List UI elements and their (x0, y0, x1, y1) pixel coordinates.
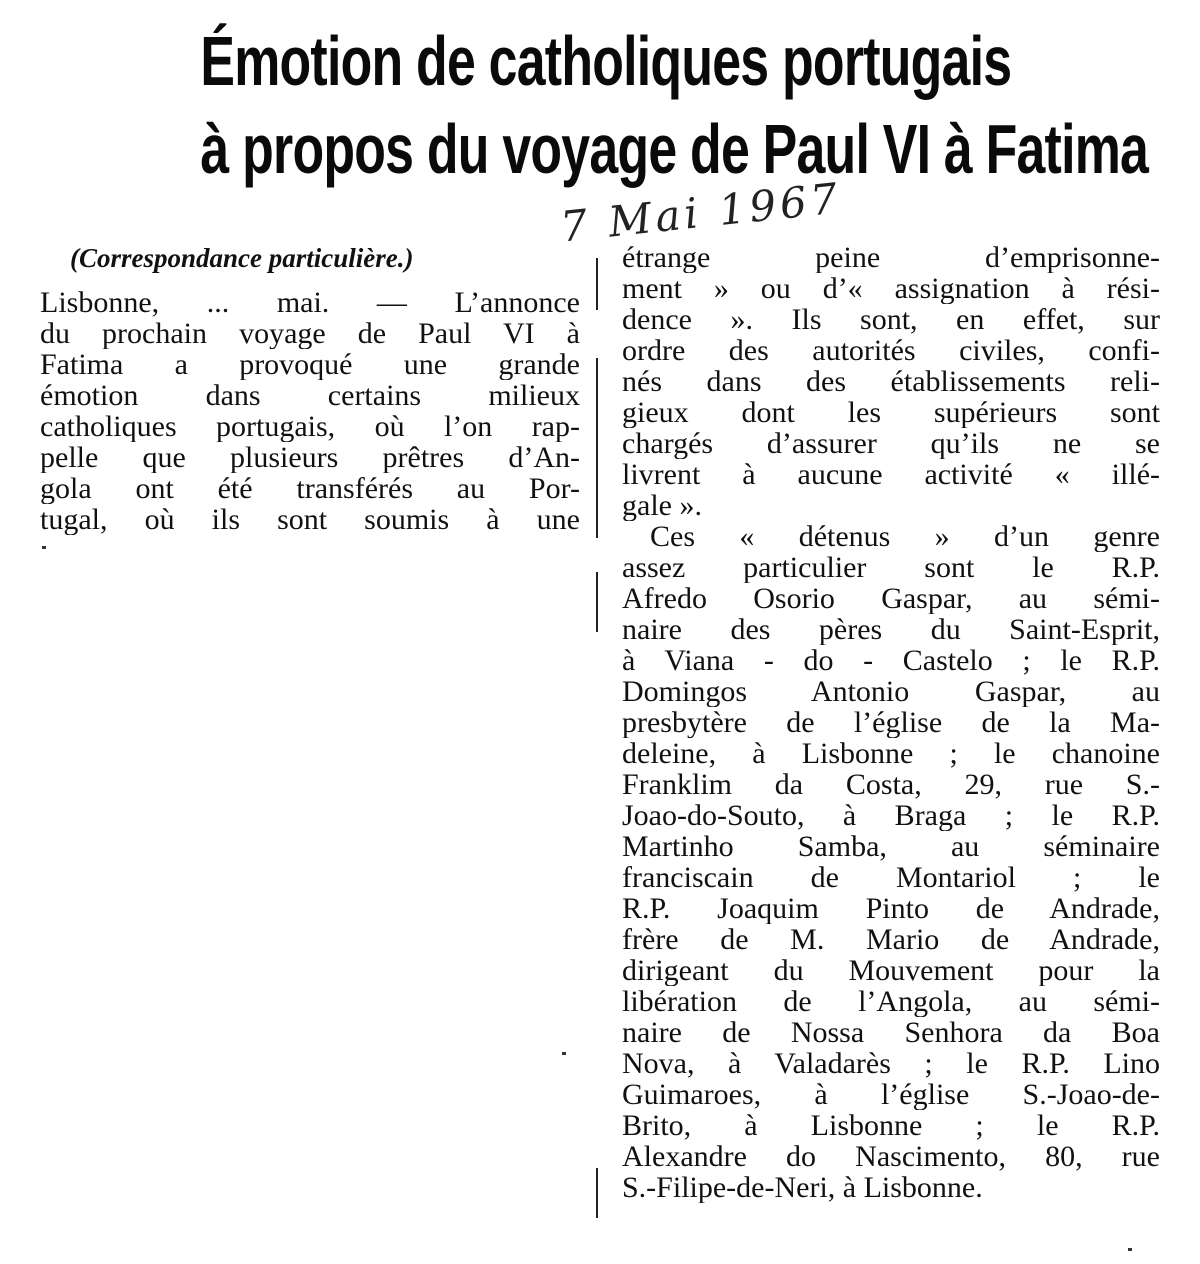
text-line: Ces « détenus » d’un genre (650, 521, 1160, 552)
text-line: à Viana - do - Castelo ; le R.P. (622, 645, 1160, 676)
text-line: Joao-do-Souto, à Braga ; le R.P. (622, 800, 1160, 831)
text-line: assez particulier sont le R.P. (622, 552, 1160, 583)
text-line: Martinho Samba, au séminaire (622, 831, 1160, 862)
text-line: R.P. Joaquim Pinto de Andrade, (622, 893, 1160, 924)
text-line: deleine, à Lisbonne ; le chanoine (622, 738, 1160, 769)
text-line: Domingos Antonio Gaspar, au (622, 676, 1160, 707)
scan-speck (42, 546, 46, 549)
column-divider (596, 1168, 598, 1218)
text-line: émotion dans certains milieux (40, 380, 580, 411)
text-line: Afredo Osorio Gaspar, au sémi- (622, 583, 1160, 614)
text-line: Franklim da Costa, 29, rue S.- (622, 769, 1160, 800)
column-divider (596, 358, 598, 538)
text-line: ment » ou d’« assignation à rési- (622, 273, 1160, 304)
text-line: naire des pères du Saint-Esprit, (622, 614, 1160, 645)
text-line: naire de Nossa Senhora da Boa (622, 1017, 1160, 1048)
text-line: S.-Filipe-de-Neri, à Lisbonne. (622, 1172, 983, 1203)
text-line: chargés d’assurer qu’ils ne se (622, 428, 1160, 459)
text-line: Guimaroes, à l’église S.-Joao-de- (622, 1079, 1160, 1110)
byline: (Correspondance particulière.) (70, 243, 414, 273)
handwritten-date: 7 Mai 1967 (558, 173, 844, 252)
text-line: Fatima a provoqué une grande (40, 349, 580, 380)
headline-line-2: à propos du voyage de Paul VI à Fatima (200, 110, 1149, 188)
text-line: Lisbonne, ... mai. — L’annonce (40, 287, 580, 318)
text-line: pelle que plusieurs prêtres d’An- (40, 442, 580, 473)
text-line: tugal, où ils sont soumis à une (40, 504, 580, 535)
text-line: gale ». (622, 490, 702, 521)
text-line: frère de M. Mario de Andrade, (622, 924, 1160, 955)
text-line: Alexandre do Nascimento, 80, rue (622, 1141, 1160, 1172)
text-line: dirigeant du Mouvement pour la (622, 955, 1160, 986)
scan-speck (562, 1052, 566, 1055)
text-line: Nova, à Valadarès ; le R.P. Lino (622, 1048, 1160, 1079)
text-line: franciscain de Montariol ; le (622, 862, 1160, 893)
article-column-1 (40, 287, 580, 535)
text-line: nés dans des établissements reli- (622, 366, 1160, 397)
column-divider (596, 258, 598, 310)
text-line: catholiques portugais, où l’on rap- (40, 411, 580, 442)
text-line: étrange peine d’emprisonne- (622, 242, 1160, 273)
text-line: Brito, à Lisbonne ; le R.P. (622, 1110, 1160, 1141)
text-line: ordre des autorités civiles, confi- (622, 335, 1160, 366)
scan-speck (1128, 1248, 1132, 1251)
text-line: du prochain voyage de Paul VI à (40, 318, 580, 349)
text-line: gieux dont les supérieurs sont (622, 397, 1160, 428)
article-column-2 (622, 242, 1160, 1203)
text-line: presbytère de l’église de la Ma- (622, 707, 1160, 738)
column-divider (596, 572, 598, 632)
headline-line-1: Émotion de catholiques portugais (200, 22, 1012, 100)
text-line: dence ». Ils sont, en effet, sur (622, 304, 1160, 335)
text-line: gola ont été transférés au Por- (40, 473, 580, 504)
text-line: livrent à aucune activité « illé- (622, 459, 1160, 490)
text-line: libération de l’Angola, au sémi- (622, 986, 1160, 1017)
